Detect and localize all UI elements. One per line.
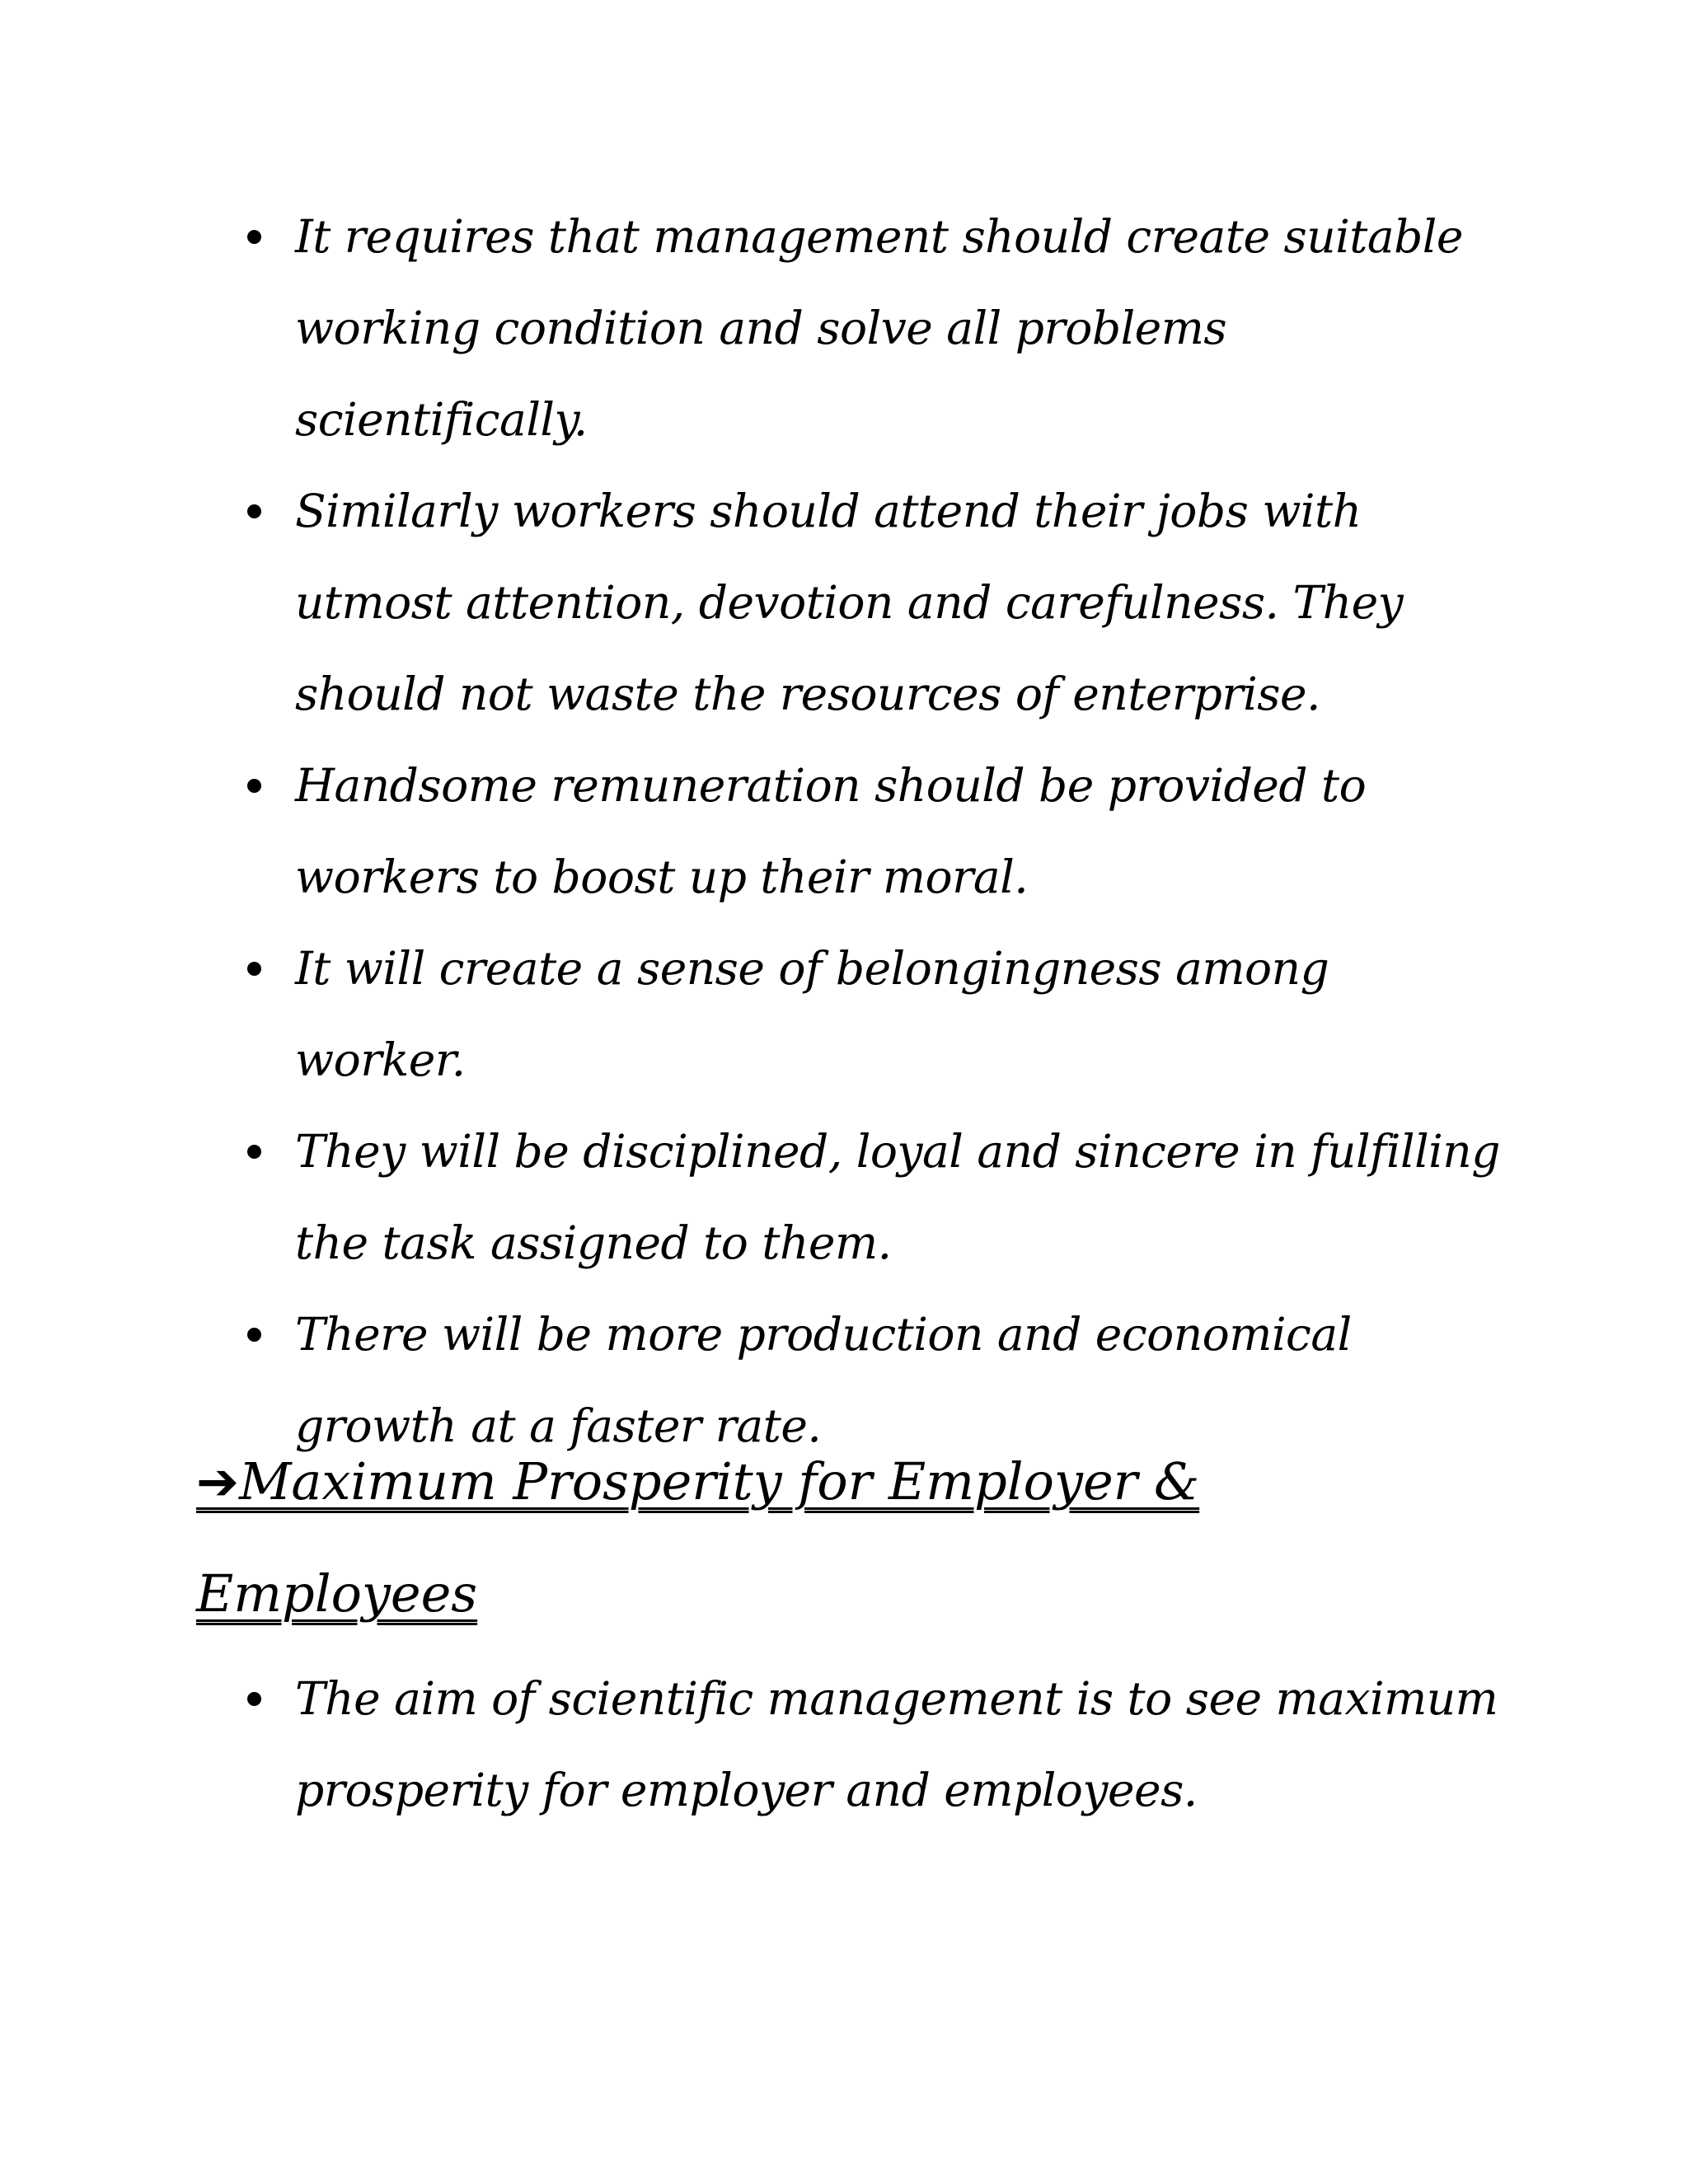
bullet-icon xyxy=(247,779,261,793)
bullet-text: The aim of scientific management is to see maximum prosperity for employer and employees. xyxy=(295,1672,1498,1816)
arrow-right-icon: ➔ xyxy=(196,1451,239,1511)
bullet-text: Similarly workers should attend their jobs with utmost attention, devotion and carefulness. They should not waste the resources of enterprise. xyxy=(295,485,1404,720)
bullet-icon xyxy=(247,504,261,518)
list-item xyxy=(247,191,1500,466)
bullet-icon xyxy=(247,1328,261,1342)
list-item xyxy=(247,1653,1500,1836)
bullet-text: It requires that management should create suitable working condition and solve all problems scientifically. xyxy=(295,210,1463,446)
bullet-icon xyxy=(247,962,261,976)
section-heading-text: Maximum Prosperity for Employer & Employees xyxy=(196,1451,1200,1624)
list-item xyxy=(247,923,1500,1106)
bullet-icon xyxy=(247,230,261,244)
bullet-icon xyxy=(247,1692,261,1706)
bullet-list-benefits xyxy=(247,191,1500,1472)
bullet-icon xyxy=(247,1145,261,1159)
list-item xyxy=(247,740,1500,923)
bullet-list-prosperity xyxy=(247,1653,1500,1836)
section-heading xyxy=(196,1426,1432,1650)
bullet-text: It will create a sense of belongingness among worker. xyxy=(295,942,1329,1086)
list-item xyxy=(247,1106,1500,1289)
bullet-text: There will be more production and economical growth at a faster rate. xyxy=(295,1308,1352,1452)
bullet-text: They will be disciplined, loyal and sincere in fulfilling the task assigned to them. xyxy=(295,1125,1500,1269)
bullet-text: Handsome remuneration should be provided to workers to boost up their moral. xyxy=(295,759,1367,903)
list-item xyxy=(247,466,1500,740)
